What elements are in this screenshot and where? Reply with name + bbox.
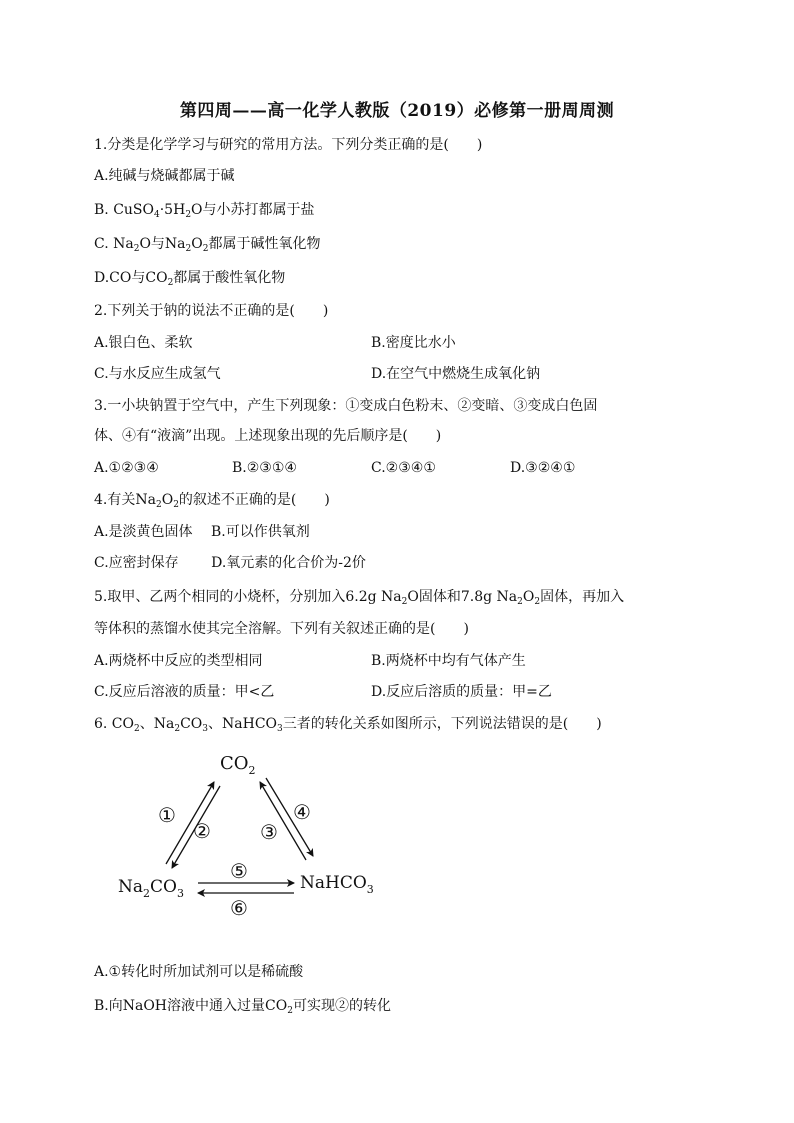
q6-option-a: A.①转化时所加试剂可以是稀硫酸	[94, 964, 304, 980]
q2-option-c: C.与水反应生成氢气	[94, 366, 221, 382]
q2-option-d: D.在空气中燃烧生成氧化钠	[371, 366, 541, 382]
diagram-co2-label: $CO_2$	[220, 753, 256, 777]
q3-option-a: A.①②③④	[94, 460, 159, 476]
q1-stem: 1.分类是化学学习与研究的常用方法。下列分类正确的是( )	[94, 137, 483, 153]
label-n3: ③	[260, 820, 278, 844]
q1-option-a: A.纯碱与烧碱都属于碱	[94, 168, 235, 184]
q5-stem-line1: 5.取甲、乙两个相同的小烧杯，分别加入6.2g $Na_2O$固体和7.8g $Na_2O_2$固体，再加入	[94, 589, 625, 607]
conversion-diagram	[110, 742, 390, 932]
diagram-na2co3-label: $Na_2CO_3$	[118, 877, 184, 900]
label-n4: ④	[293, 800, 311, 824]
q5-option-a: A.两烧杯中反应的类型相同	[94, 653, 263, 669]
q1-option-c: C. $Na_2O$与$Na_2O_2$都属于碱性氧化物	[94, 236, 321, 254]
q5-stem-line2: 等体积的蒸馏水使其完全溶解。下列有关叙述正确的是( )	[94, 621, 469, 637]
q2-stem: 2.下列关于钠的说法不正确的是( )	[94, 303, 329, 319]
q5-option-c: C.反应后溶液的质量：甲<乙	[94, 684, 275, 700]
label-n5: ⑤	[230, 859, 248, 883]
label-n1: ①	[158, 803, 176, 827]
q5-option-b: B.两烧杯中均有气体产生	[371, 653, 526, 669]
page-title: 第四周——高一化学人教版（2019）必修第一册周周测	[179, 101, 615, 121]
q3-option-c: C.②③④①	[371, 460, 436, 476]
label-n2: ②	[193, 819, 211, 843]
diagram-nahco3-label: NaHCO$_3$	[300, 873, 374, 896]
q6-option-b: B.向NaOH溶液中通入过量$CO_2$可实现②的转化	[94, 998, 391, 1016]
q3-option-d: D.③②④①	[510, 460, 576, 476]
q3-stem-line2: 体、④有“液滴”出现。上述现象出现的先后顺序是( )	[94, 428, 442, 444]
q4-stem: 4.有关$Na_2O_2$的叙述不正确的是( )	[94, 492, 330, 510]
q1-option-b: B. $CuSO_4\cdot 5H_2O$与小苏打都属于盐	[94, 202, 315, 220]
q3-stem-line1: 3.一小块钠置于空气中，产生下列现象：①变成白色粉末、②变暗、③变成白色固	[94, 398, 598, 414]
q4-options-ab: A.是淡黄色固体 B.可以作供氧剂	[94, 524, 310, 540]
q1-option-d: D.CO与$CO_2$都属于酸性氧化物	[94, 270, 286, 288]
q2-option-b: B.密度比水小	[371, 335, 456, 351]
q4-options-cd: C.应密封保存 D.氧元素的化合价为-2价	[94, 555, 366, 571]
q5-option-d: D.反应后溶质的质量：甲=乙	[371, 684, 552, 700]
label-n6: ⑥	[230, 896, 248, 920]
q2-option-a: A.银白色、柔软	[94, 335, 193, 351]
q6-stem: 6. $CO_2$、$Na_2CO_3$、NaHCO$_3$三者的转化关系如图所示，下列说法错误的是( )	[94, 716, 602, 734]
q3-option-b: B.②③①④	[232, 460, 297, 476]
